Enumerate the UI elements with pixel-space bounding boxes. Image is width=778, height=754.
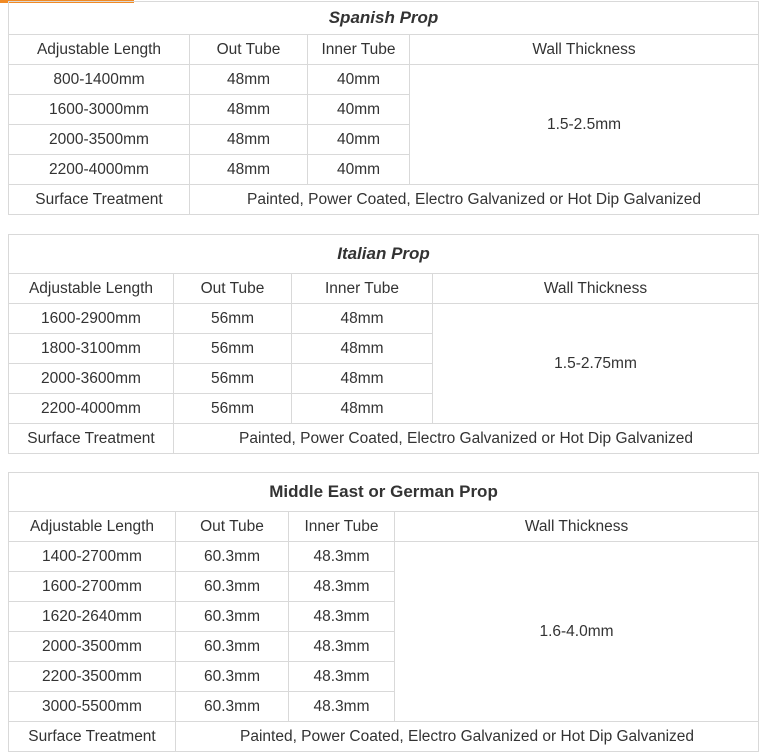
- surface-row: [9, 722, 759, 752]
- inner-tube-cell: 48.3mm: [289, 632, 395, 662]
- inner-tube-cell: 48.3mm: [289, 542, 395, 572]
- header-cell: Wall Thickness: [410, 35, 759, 65]
- table-row: [9, 304, 759, 334]
- header-row: [9, 274, 759, 304]
- surface-label: Surface Treatment: [9, 185, 190, 215]
- length-cell: 2200-4000mm: [9, 155, 190, 185]
- inner-tube-cell: 48.3mm: [289, 692, 395, 722]
- inner-tube-cell: 48.3mm: [289, 572, 395, 602]
- table-title-row: [9, 473, 759, 512]
- german-prop-table: [8, 472, 759, 752]
- inner-tube-cell: 40mm: [308, 65, 410, 95]
- out-tube-cell: 48mm: [190, 155, 308, 185]
- length-cell: 800-1400mm: [9, 65, 190, 95]
- inner-tube-cell: 48mm: [292, 304, 433, 334]
- wall-thickness-cell: 1.5-2.5mm: [410, 65, 759, 185]
- header-cell: Wall Thickness: [433, 274, 759, 304]
- length-cell: 1600-2700mm: [9, 572, 176, 602]
- out-tube-cell: 60.3mm: [176, 542, 289, 572]
- surface-row: [9, 185, 759, 215]
- header-cell: Inner Tube: [292, 274, 433, 304]
- surface-row: [9, 424, 759, 454]
- length-cell: 3000-5500mm: [9, 692, 176, 722]
- header-cell: Wall Thickness: [395, 512, 759, 542]
- header-cell: Inner Tube: [289, 512, 395, 542]
- length-cell: 1400-2700mm: [9, 542, 176, 572]
- length-cell: 2000-3600mm: [9, 364, 174, 394]
- out-tube-cell: 48mm: [190, 65, 308, 95]
- italian-prop-table: [8, 234, 759, 454]
- length-cell: 2200-3500mm: [9, 662, 176, 692]
- out-tube-cell: 60.3mm: [176, 662, 289, 692]
- surface-label: Surface Treatment: [9, 424, 174, 454]
- out-tube-cell: 60.3mm: [176, 632, 289, 662]
- length-cell: 2000-3500mm: [9, 125, 190, 155]
- wall-thickness-cell: 1.5-2.75mm: [433, 304, 759, 424]
- inner-tube-cell: 40mm: [308, 125, 410, 155]
- out-tube-cell: 56mm: [174, 364, 292, 394]
- inner-tube-cell: 40mm: [308, 155, 410, 185]
- length-cell: 1620-2640mm: [9, 602, 176, 632]
- table-title: Italian Prop: [9, 235, 759, 274]
- inner-tube-cell: 48.3mm: [289, 602, 395, 632]
- out-tube-cell: 60.3mm: [176, 692, 289, 722]
- surface-value: Painted, Power Coated, Electro Galvanized or Hot Dip Galvanized: [174, 424, 759, 454]
- length-cell: 1800-3100mm: [9, 334, 174, 364]
- length-cell: 1600-2900mm: [9, 304, 174, 334]
- out-tube-cell: 48mm: [190, 95, 308, 125]
- table-title-row: [9, 235, 759, 274]
- length-cell: 2000-3500mm: [9, 632, 176, 662]
- table-title-row: [9, 2, 759, 35]
- length-cell: 2200-4000mm: [9, 394, 174, 424]
- inner-tube-cell: 48mm: [292, 394, 433, 424]
- out-tube-cell: 48mm: [190, 125, 308, 155]
- table-title: Spanish Prop: [9, 2, 759, 35]
- surface-label: Surface Treatment: [9, 722, 176, 752]
- surface-value: Painted, Power Coated, Electro Galvanized or Hot Dip Galvanized: [176, 722, 759, 752]
- out-tube-cell: 60.3mm: [176, 572, 289, 602]
- out-tube-cell: 60.3mm: [176, 602, 289, 632]
- inner-tube-cell: 48mm: [292, 334, 433, 364]
- table-row: [9, 65, 759, 95]
- inner-tube-cell: 48.3mm: [289, 662, 395, 692]
- header-row: [9, 35, 759, 65]
- length-cell: 1600-3000mm: [9, 95, 190, 125]
- wall-thickness-cell: 1.6-4.0mm: [395, 542, 759, 722]
- table-row: [9, 542, 759, 572]
- header-cell: Adjustable Length: [9, 512, 176, 542]
- header-cell: Adjustable Length: [9, 274, 174, 304]
- surface-value: Painted, Power Coated, Electro Galvanized or Hot Dip Galvanized: [190, 185, 759, 215]
- header-cell: Inner Tube: [308, 35, 410, 65]
- out-tube-cell: 56mm: [174, 304, 292, 334]
- spanish-prop-table: [8, 1, 759, 215]
- header-cell: Out Tube: [174, 274, 292, 304]
- inner-tube-cell: 40mm: [308, 95, 410, 125]
- inner-tube-cell: 48mm: [292, 364, 433, 394]
- header-cell: Adjustable Length: [9, 35, 190, 65]
- header-cell: Out Tube: [176, 512, 289, 542]
- out-tube-cell: 56mm: [174, 394, 292, 424]
- table-title: Middle East or German Prop: [9, 473, 759, 512]
- header-cell: Out Tube: [190, 35, 308, 65]
- header-row: [9, 512, 759, 542]
- out-tube-cell: 56mm: [174, 334, 292, 364]
